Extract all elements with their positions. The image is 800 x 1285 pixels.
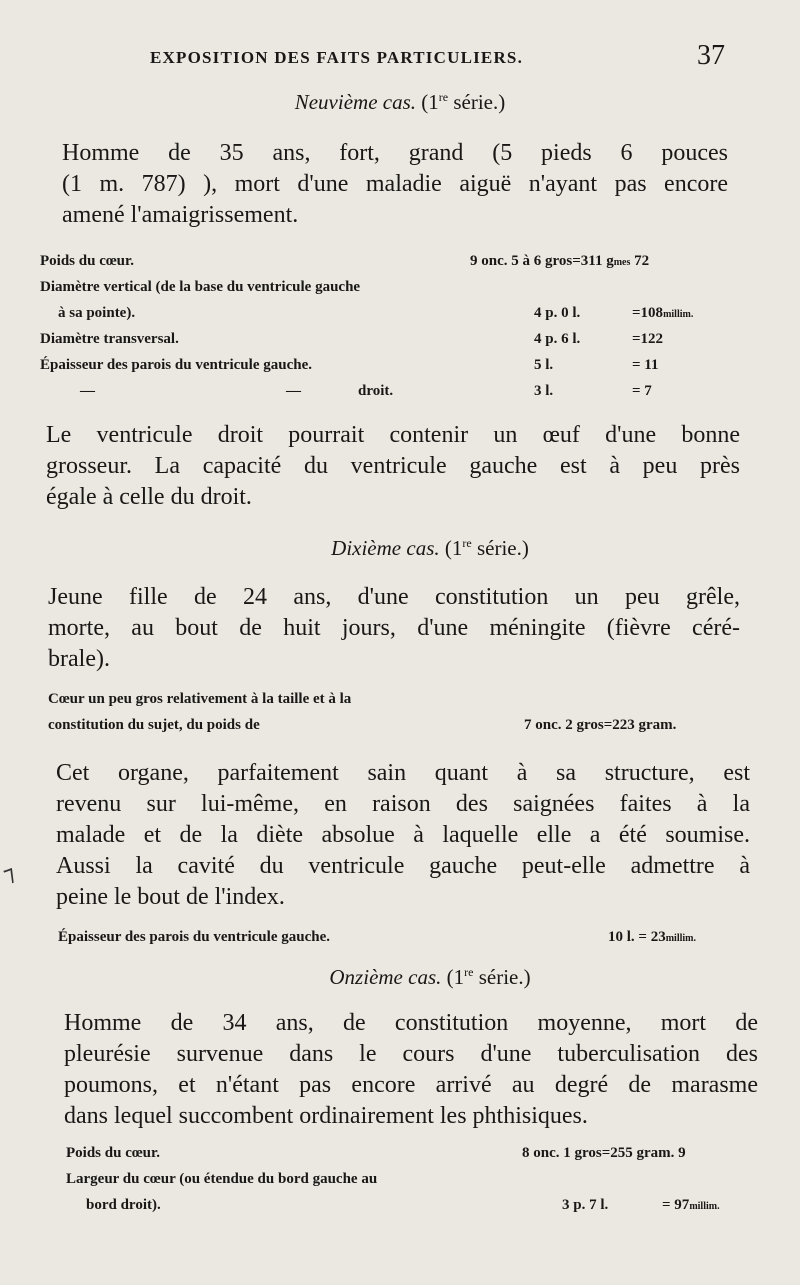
table-row: Cœur un peu gros relativement à la taille et à la — [48, 691, 352, 707]
case10-title: Dixième cas. (1re série.) — [331, 536, 529, 560]
table-row: constitution du sujet, du poids de 7 onc. 2 gros=223 gram. — [48, 717, 677, 733]
case9-measurements — [40, 250, 740, 406]
case11-measurements — [66, 1142, 766, 1220]
table-row: — — droit. 3 l. = 7 — [80, 383, 652, 399]
table-row: Épaisseur des parois du ventricule gauche. 5 l. = 11 — [40, 357, 659, 373]
margin-annotation: ⁊ — [0, 860, 19, 889]
table-row: Poids du cœur. 8 onc. 1 gros=255 gram. 9 — [66, 1145, 686, 1161]
case10-measurements — [48, 688, 758, 740]
case10-description: Jeune fille de 24 ans, d'une constitution un peu grêle, morte, au bout de huit jours, d'une méningite (fièvre céré- brale). — [48, 584, 740, 672]
case9-title: Neuvième cas. (1re série.) — [294, 90, 506, 114]
case11-title: Onzième cas. (1re série.) — [329, 965, 531, 989]
table-row: à sa pointe). 4 p. 0 l. =108millim. — [58, 305, 694, 321]
running-head: EXPOSITION DES FAITS PARTICULIERS. — [150, 48, 524, 67]
table-row: Poids du cœur. 9 onc. 5 à 6 gros=311 gmes 72 — [40, 253, 650, 269]
table-row: Largeur du cœur (ou étendue du bord gauche au — [66, 1171, 378, 1187]
table-row: Diamètre transversal. 4 p. 6 l. =122 — [40, 331, 664, 347]
case9-conclusion: Le ventricule droit pourrait contenir un œuf d'une bonne grosseur. La capacité du ventricule gauche est à peu près égale à celle du droit. — [46, 422, 740, 510]
page-header — [0, 40, 800, 80]
case9-description: Homme de 35 ans, fort, grand (5 pieds 6 pouces (1 m. 787) ), mort d'une maladie aiguë n'ayant pas encore amené l'amaigrissement. — [62, 140, 728, 228]
case10-conclusion: Cet organe, parfaitement sain quant à sa structure, est revenu sur lui-même, en raison des saignées faites à la malade et de la diète absolue à laquelle elle a été soumise. Aussi la cavité du ventricule gauche peut-elle admettre à peine le bout de l'index. — [56, 760, 750, 910]
case11-description: Homme de 34 ans, de constitution moyenne, mort de pleurésie survenue dans le cours d'une tuberculisation des poumons, et n'étant pas encore arrivé au degré de marasme dans lequel succombent ordinairement les phthisiques. — [64, 1010, 758, 1129]
page-number: 37 — [697, 40, 725, 71]
table-row: Épaisseur des parois du ventricule gauche. 10 l. = 23millim. — [58, 929, 696, 945]
case10-thickness — [58, 926, 758, 952]
table-row: bord droit). 3 p. 7 l. = 97millim. — [86, 1197, 720, 1213]
table-row: Diamètre vertical (de la base du ventricule gauche — [40, 279, 361, 295]
